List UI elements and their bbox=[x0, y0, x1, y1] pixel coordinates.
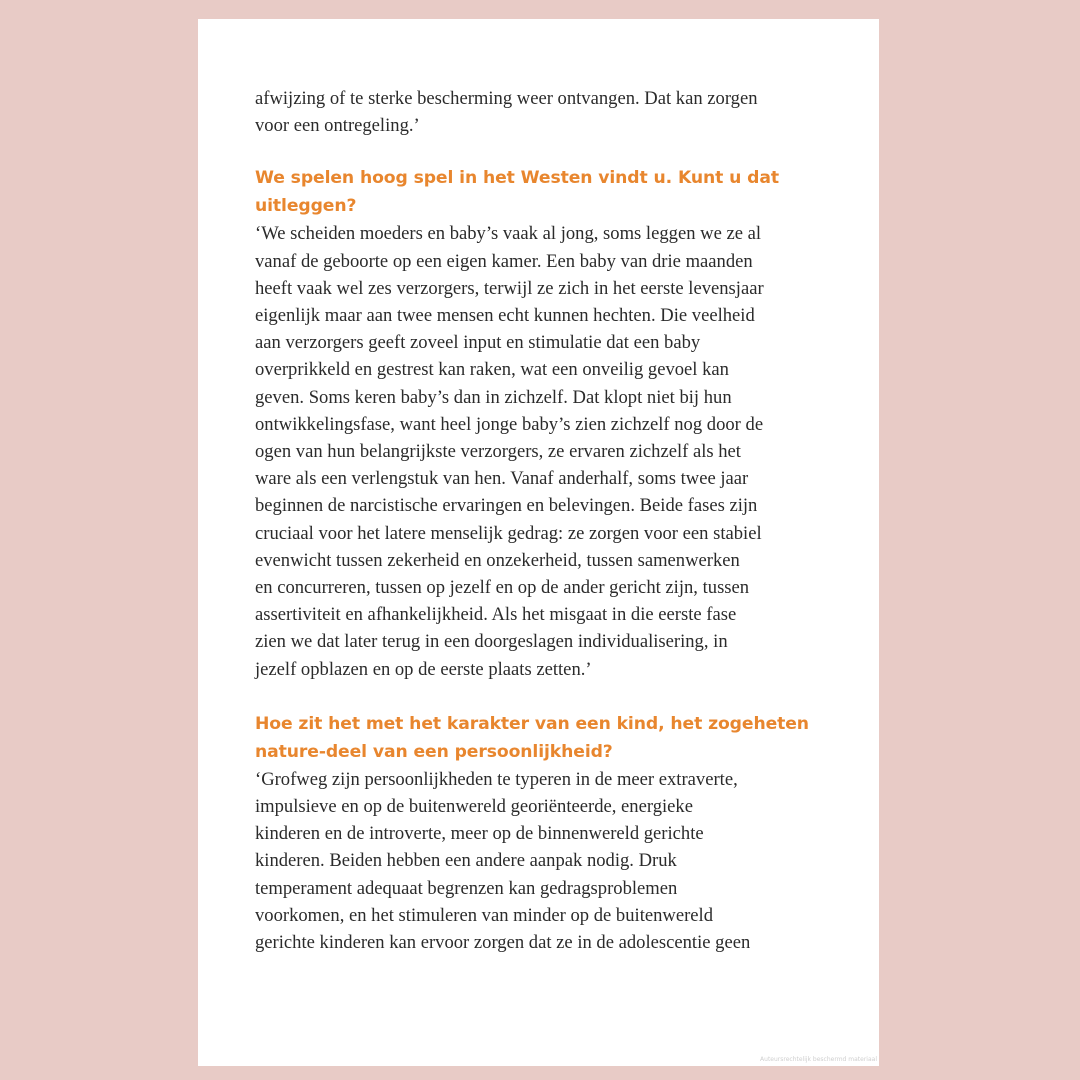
text-line: beginnen de narcistische ervaringen en belevingen. Beide fases zijn bbox=[255, 495, 758, 517]
heading-line: uitleggen? bbox=[255, 196, 357, 217]
text-line: gerichte kinderen kan ervoor zorgen dat ze in de adolescentie geen bbox=[255, 932, 751, 954]
text-line: vanaf de geboorte op een eigen kamer. Een baby van drie maanden bbox=[255, 250, 753, 272]
page-content bbox=[255, 85, 825, 956]
text-line: ‘We scheiden moeders en baby’s vaak al jong, soms leggen we ze al bbox=[255, 223, 762, 245]
text-line: assertiviteit en afhankelijkheid. Als het misgaat in die eerste fase bbox=[255, 604, 737, 626]
text-line: afwijzing of te sterke bescherming weer ontvangen. Dat kan zorgen bbox=[255, 88, 758, 109]
text-line: temperament adequaat begrenzen kan gedragsproblemen bbox=[255, 877, 678, 899]
question-heading-2 bbox=[255, 710, 825, 766]
text-line: ware als een verlengstuk van hen. Vanaf anderhalf, soms twee jaar bbox=[255, 468, 749, 490]
heading-line: We spelen hoog spel in het Westen vindt u. Kunt u dat bbox=[255, 168, 779, 189]
text-line: eigenlijk maar aan twee mensen echt kunnen hechten. Die veelheid bbox=[255, 305, 755, 327]
heading-line: nature-deel van een persoonlijkheid? bbox=[255, 741, 613, 762]
text-line: kinderen en de introverte, meer op de binnenwereld gerichte bbox=[255, 823, 704, 845]
book-page bbox=[198, 19, 879, 1066]
heading-line: Hoe zit het met het karakter van een kind, het zogeheten bbox=[255, 713, 809, 734]
text-line: ontwikkelingsfase, want heel jonge baby’s zien zichzelf nog door de bbox=[255, 413, 764, 435]
text-line: voor een ontregeling.’ bbox=[255, 115, 420, 137]
text-line: ogen van hun belangrijkste verzorgers, ze ervaren zichzelf als het bbox=[255, 441, 741, 463]
paragraph-1 bbox=[255, 85, 825, 139]
copyright-note: Auteursrechtelijk beschermd materiaal bbox=[760, 1056, 877, 1063]
text-line: voorkomen, en het stimuleren van minder op de buitenwereld bbox=[255, 904, 713, 926]
paragraph-2 bbox=[255, 220, 825, 682]
text-line: aan verzorgers geeft zoveel input en stimulatie dat een baby bbox=[255, 332, 701, 354]
text-line: evenwicht tussen zekerheid en onzekerheid, tussen samenwerken bbox=[255, 549, 740, 571]
text-line: kinderen. Beiden hebben een andere aanpak nodig. Druk bbox=[255, 850, 677, 872]
paragraph-3 bbox=[255, 766, 825, 956]
text-line: impulsieve en op de buitenwereld georiënteerde, energieke bbox=[255, 796, 693, 818]
text-line: cruciaal voor het latere menselijk gedrag: ze zorgen voor een stabiel bbox=[255, 522, 762, 544]
text-line: heeft vaak wel zes verzorgers, terwijl ze zich in het eerste levensjaar bbox=[255, 277, 764, 299]
text-line: jezelf opblazen en op de eerste plaats zetten.’ bbox=[255, 658, 592, 680]
question-heading-1 bbox=[255, 164, 825, 220]
text-line: en concurreren, tussen op jezelf en op de ander gericht zijn, tussen bbox=[255, 577, 750, 599]
text-line: zien we dat later terug in een doorgeslagen individualisering, in bbox=[255, 631, 728, 653]
text-line: overprikkeld en gestrest kan raken, wat een onveilig gevoel kan bbox=[255, 359, 729, 381]
text-line: ‘Grofweg zijn persoonlijkheden te typeren in de meer extraverte, bbox=[255, 768, 738, 790]
text-line: geven. Soms keren baby’s dan in zichzelf. Dat klopt niet bij hun bbox=[255, 386, 732, 408]
